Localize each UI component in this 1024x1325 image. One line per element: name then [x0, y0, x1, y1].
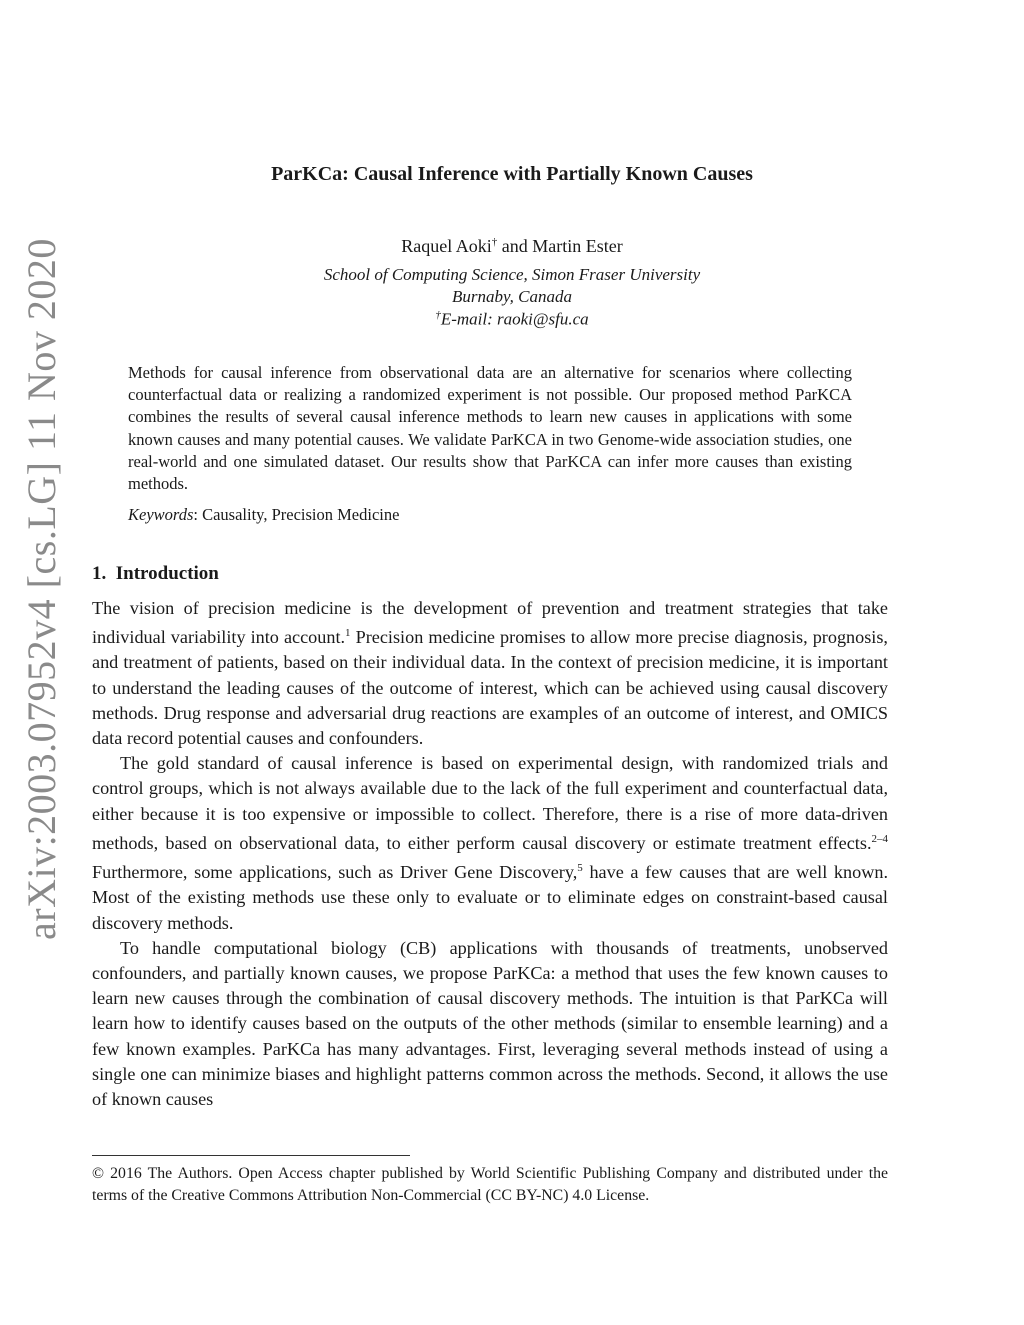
- abstract-text: Methods for causal inference from observational data are an alternative for scenarios where collecting counterfactual data or realizing a randomized experiment is not possible. Our proposed method ParKCA combines the results of several causal inference methods to learn new causes in applications with some known causes and many potential causes. We validate ParKCA in two Genome-wide association studies, one real-world and one simulated dataset. Our results show that ParKCA can infer more causes than existing methods.: [128, 363, 852, 494]
- author-line: [0, 236, 1024, 257]
- affiliation-email: [0, 309, 1024, 330]
- citation-ref[interactable]: 2–4: [871, 832, 888, 845]
- citation-ref[interactable]: 5: [577, 862, 583, 875]
- paragraph-1-text-a: The vision of precision medicine is the development of prevention and treatment strategies that take individual variability into account.: [92, 598, 888, 648]
- arxiv-identifier-stamp[interactable]: arXiv:2003.07952v4 [cs.LG] 11 Nov 2020: [19, 238, 64, 940]
- keywords: [128, 505, 399, 525]
- keywords-label: Keywords: [128, 505, 194, 524]
- affiliation-location: Burnaby, Canada: [452, 287, 572, 306]
- paragraph-2: [92, 751, 888, 936]
- abstract: [128, 362, 852, 495]
- section-title-text: Introduction: [115, 563, 219, 584]
- section-number: 1.: [92, 563, 107, 584]
- section-heading-introduction: [92, 563, 219, 585]
- email-text[interactable]: E-mail: raoki@sfu.ca: [440, 309, 589, 329]
- author-name-aoki: Raquel Aoki: [401, 236, 492, 256]
- author-name-ester: and Martin Ester: [497, 236, 623, 256]
- affiliation-institution: School of Computing Science, Simon Fraser University: [323, 265, 701, 284]
- paragraph-2-text-b: Furthermore, some applications, such as Driver Gene Discovery,: [92, 862, 578, 883]
- email-footnote-mark: †: [435, 309, 441, 321]
- author-footnote-mark: †: [491, 236, 498, 248]
- copyright-footnote: © 2016 The Authors. Open Access chapter published by World Scientific Publishing Company and distributed under the terms of the Creative Commons Attribution Non-Commercial (CC BY-NC) 4.0 License.: [92, 1165, 888, 1204]
- paragraph-2-text-a: The gold standard of causal inference is based on experimental design, with randomized trials and control groups, which is not always available due to the lack of the full experiment and counterfactual data, either because it is too expensive or impossible to collect. Therefore, there is a rise of more data-driven methods, based on observational data, to either perform causal discovery or estimate treatment effects.: [92, 753, 888, 853]
- citation-ref[interactable]: 1: [345, 627, 351, 640]
- footnote-divider: [92, 1155, 410, 1156]
- paper-title: ParKCa: Causal Inference with Partially Known Causes: [271, 163, 753, 185]
- paragraph-1: [92, 596, 888, 751]
- paragraph-1-text-b: Precision medicine promises to allow more precise diagnosis, prognosis, and treatment of patients, based on their individual data. In the context of precision medicine, it is important to understand the leading causes of the outcome of interest, which can be achieved using causal discovery methods. Drug response and adversarial drug reactions are examples of an outcome of interest, and OMICS data record potential causes and confounders.: [92, 627, 888, 749]
- paragraph-2-text-c: have a few causes that are well known. Most of the existing methods use these only to evaluate or to eliminate edges on constraint-based causal discovery methods.: [92, 862, 888, 933]
- introduction-body: [92, 596, 888, 1112]
- keywords-text: : Causality, Precision Medicine: [193, 505, 400, 524]
- paragraph-3: To handle computational biology (CB) applications with thousands of treatments, unobserved confounders, and partially known causes, we propose ParKCa: a method that uses the few known causes to learn new causes through the combination of causal discovery methods. The intuition is that ParKCa will learn how to identify causes based on the outputs of the other methods (similar to ensemble learning) and a few known examples. ParKCa has many advantages. First, leveraging several methods instead of using a single one can minimize biases and highlight patterns common across the methods. Second, it allows the use of known causes: [92, 937, 888, 1110]
